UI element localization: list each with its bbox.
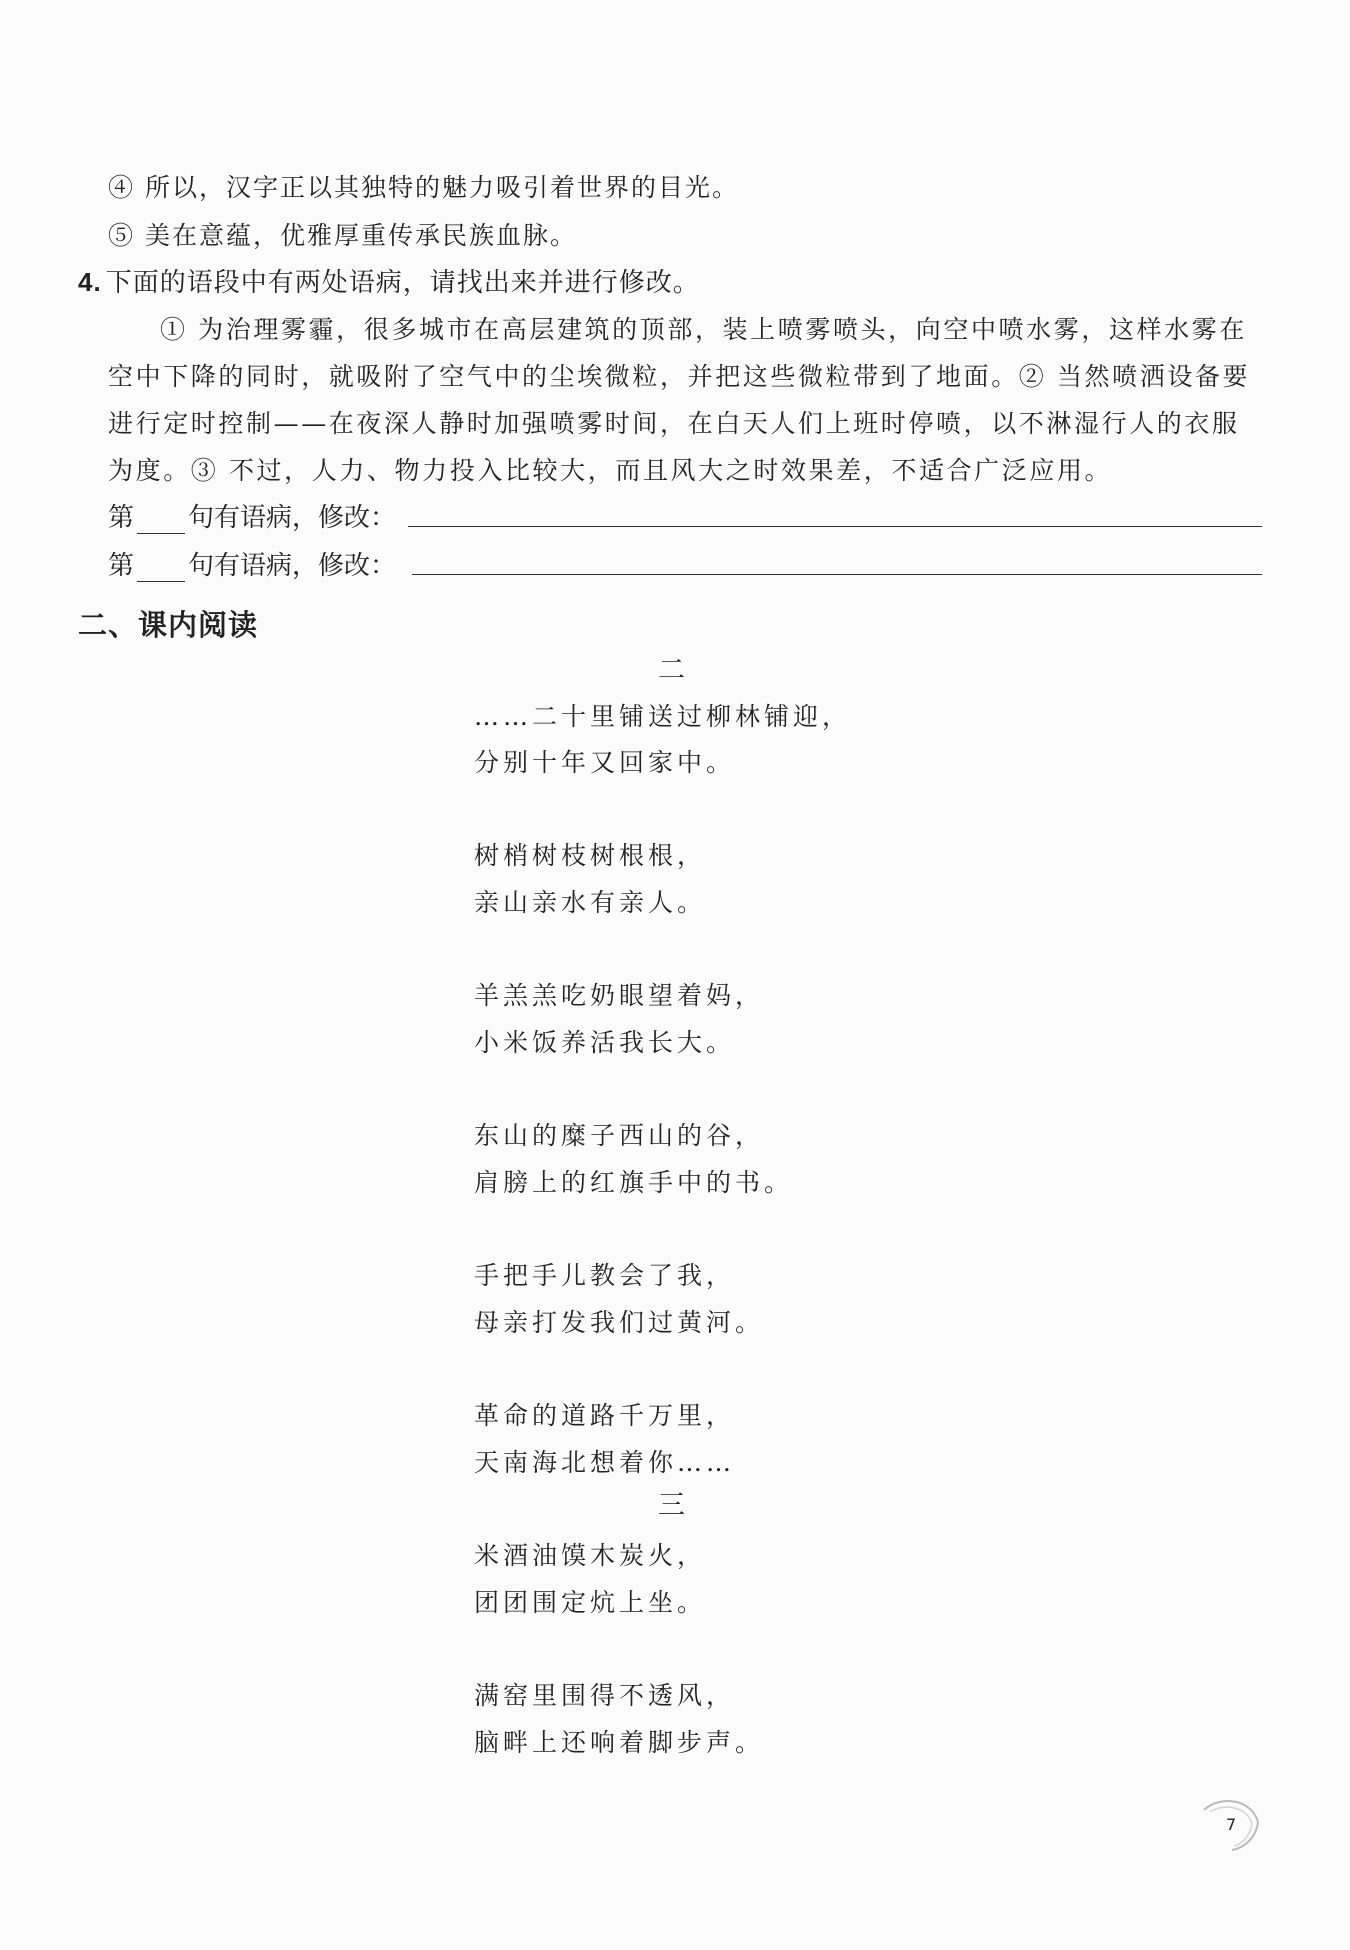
sentence-number-blank-1[interactable] xyxy=(137,507,185,534)
question-number: 4. xyxy=(78,267,102,297)
poem-line: 母亲打发我们过黄河。 xyxy=(474,1308,765,1337)
poem-line: 亲山亲水有亲人。 xyxy=(474,888,707,917)
poem-line: 羊羔羔吃奶眼望着妈， xyxy=(474,981,765,1010)
poem-line: 小米饭养活我长大。 xyxy=(474,1028,736,1057)
option-5: ⑤ 美在意蕴，优雅厚重传承民族血脉。 xyxy=(108,221,577,250)
poem-part-heading-3: 三 xyxy=(658,1490,685,1521)
answer-line-2: 第 句有语病，修改： xyxy=(108,551,397,581)
paragraph-line-2: 空中下降的同时，就吸附了空气中的尘埃微粒，并把这些微粒带到了地面。② 当然喷洒设备要 xyxy=(108,362,1251,391)
poem-line: 天南海北想着你…… xyxy=(474,1448,736,1477)
poem-line: 团团围定炕上坐。 xyxy=(474,1588,707,1617)
poem-line: 分别十年又回家中。 xyxy=(474,748,736,777)
poem-line: 脑畔上还响着脚步声。 xyxy=(474,1728,765,1757)
answer-line-1: 第 句有语病，修改： xyxy=(108,503,397,533)
poem-line: 米酒油馍木炭火， xyxy=(474,1541,707,1570)
correction-blank-2[interactable] xyxy=(412,574,1262,575)
poem-line: 树梢树枝树根根， xyxy=(474,841,707,870)
correction-blank-1[interactable] xyxy=(408,526,1262,527)
question-prompt: 下面的语段中有两处语病，请找出来并进行修改。 xyxy=(105,268,700,298)
paragraph-line-1: ① 为治理雾霾，很多城市在高层建筑的顶部，装上喷雾喷头，向空中喷水雾，这样水雾在 xyxy=(160,315,1247,344)
poem-line: 手把手儿教会了我， xyxy=(474,1261,736,1290)
poem-line: 东山的糜子西山的谷， xyxy=(474,1121,765,1150)
section-title: 二、课内阅读 xyxy=(78,608,259,642)
paragraph-line-4: 为度。③ 不过，人力、物力投入比较大，而且风大之时效果差，不适合广泛应用。 xyxy=(108,456,1113,485)
sentence-number-blank-2[interactable] xyxy=(137,555,185,582)
page-number: 7 xyxy=(1226,1815,1237,1834)
poem-part-heading-2: 二 xyxy=(658,655,685,686)
option-4: ④ 所以，汉字正以其独特的魅力吸引着世界的目光。 xyxy=(108,173,739,202)
question-4-prompt xyxy=(78,262,700,299)
paragraph-line-3: 进行定时控制——在夜深人静时加强喷雾时间，在白天人们上班时停喷，以不淋湿行人的衣服 xyxy=(108,409,1240,438)
poem-line: 肩膀上的红旗手中的书。 xyxy=(474,1168,794,1197)
poem-line: 满窑里围得不透风， xyxy=(474,1681,736,1710)
poem-line: 革命的道路千万里， xyxy=(474,1401,736,1430)
poem-line: ……二十里铺送过柳林铺迎， xyxy=(474,702,852,731)
